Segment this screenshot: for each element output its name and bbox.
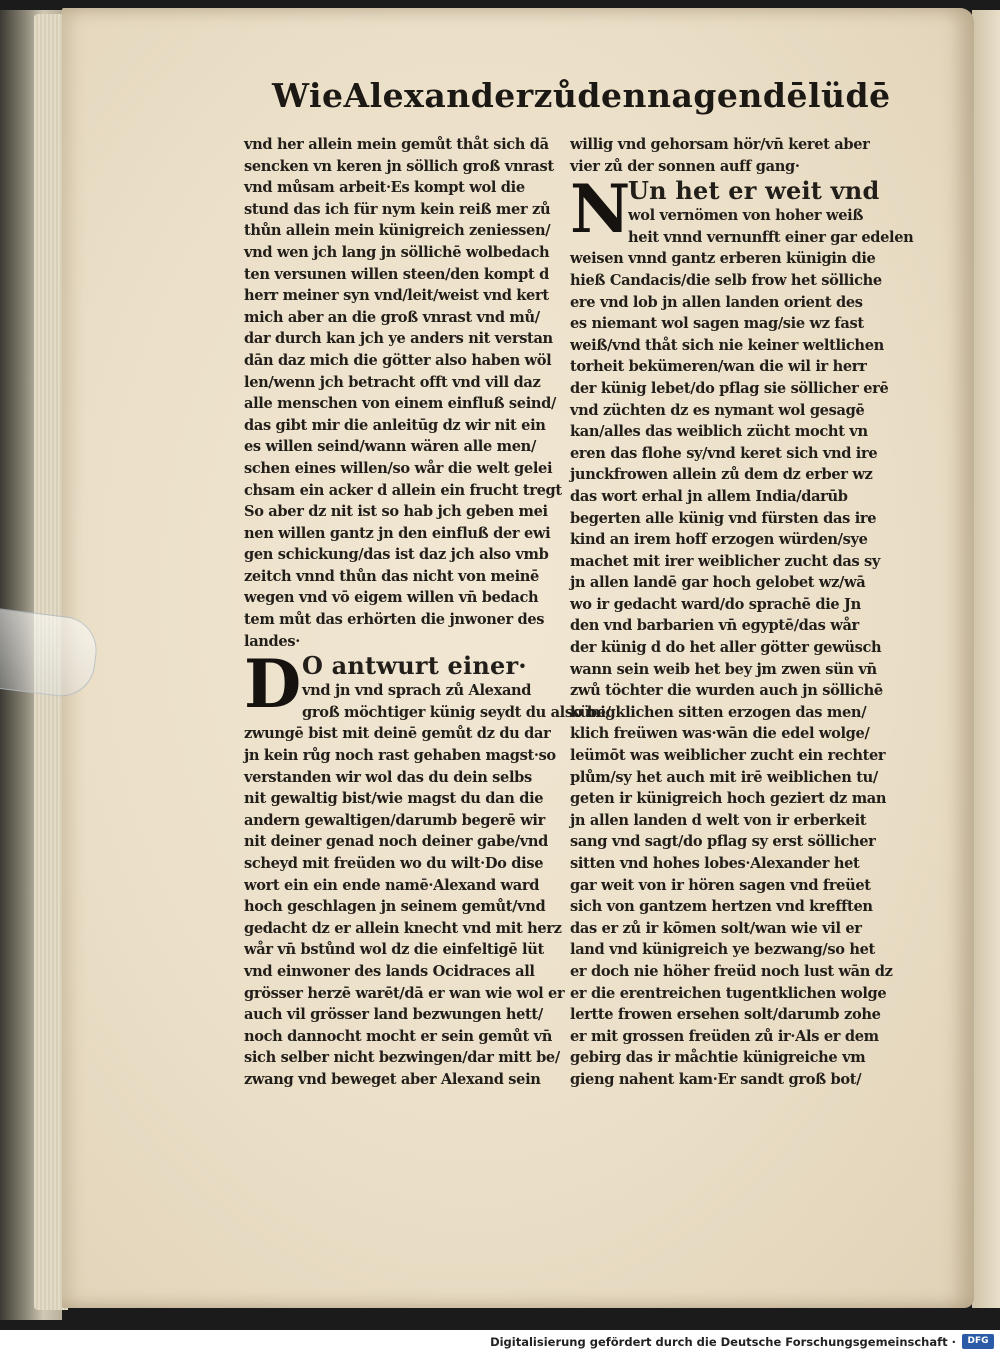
text-line: So aber dz nit ist so hab jch geben mei xyxy=(244,503,548,521)
text-line: sich selber nicht bezwingen/dar mitt be/ xyxy=(244,1049,560,1067)
header-word: Wie xyxy=(272,76,344,115)
text-line: mich aber an die groß vnrast vnd mů/ xyxy=(244,308,540,326)
header-word: zů xyxy=(533,76,578,115)
text-line: alle menschen von einem einfluß seind/ xyxy=(244,395,557,413)
text-line: er mit grossen freüden zů ir·Als er dem xyxy=(570,1027,879,1045)
text-line: wann sein weib het bey jm zwen sün vn̄ xyxy=(570,660,877,678)
dfg-logo: DFG xyxy=(962,1334,994,1349)
text-line: vnd züchten dz es nymant wol gesagē xyxy=(570,401,865,419)
text-line: dar durch kan jch ye anders nit verstan xyxy=(244,330,553,348)
text-line: ere vnd lob jn allen landen orient des xyxy=(570,293,863,311)
text-line: tem můt das erhörten die jnwoner des xyxy=(244,611,545,629)
right-column-bottom-text xyxy=(570,248,893,1090)
text-line: jn kein růg noch rast gehaben magst·so xyxy=(244,747,556,765)
text-line: weiß/vnd thåt sich nie keiner weltlichen xyxy=(570,336,884,354)
text-line: hoch geschlagen jn seinem gemůt/vnd xyxy=(244,898,546,916)
text-line: lertte frowen ersehen solt/darumb zohe xyxy=(570,1006,881,1024)
text-line: wår vn̄ bstůnd wol dz die einfeltigē lüt xyxy=(244,941,544,959)
left-column-bottom-text xyxy=(244,745,565,1091)
text-line: vnd wen jch lang jn söllichē wolbedach xyxy=(244,243,550,261)
text-line: wegen vnd vō eigem willen vn̄ bedach xyxy=(244,589,539,607)
text-line: andern gewaltigen/darumb begerē wir xyxy=(244,811,545,829)
text-line: torheit bekümeren/wan die wil ir herr xyxy=(570,358,867,376)
text-line: noch dannocht mocht er sein gemůt vn̄ xyxy=(244,1027,552,1045)
text-line: kind an irem hoff erzogen würden/sye xyxy=(570,531,868,549)
text-line: jn allen landen d welt von ir erberkeit xyxy=(570,811,867,829)
text-line: ten versunen willen steen/den kompt d xyxy=(244,265,549,283)
text-line: nen willen gantz jn den einfluß der ewi xyxy=(244,524,551,542)
text-line: das wort erhal jn allem India/darūb xyxy=(570,487,848,505)
text-line: zwungē bist mit deinē gemůt dz du dar xyxy=(244,725,551,743)
left-column-top-text xyxy=(244,134,562,652)
right-initial-paragraph xyxy=(570,170,914,249)
text-line: groß möchtiger künig seydt du also be/ xyxy=(302,703,611,721)
text-line: verstanden wir wol das du dein selbs xyxy=(244,768,532,786)
text-line: heit vnnd vernunfft einer gar edelen xyxy=(628,228,914,246)
text-line: gieng nahent kam·Er sandt groß bot/ xyxy=(570,1070,862,1088)
text-line: gen schickung/das ist daz jch also vmb xyxy=(244,546,549,564)
text-line: er doch nie höher freüd noch lust wān dz xyxy=(570,962,893,980)
header-word: lüdē xyxy=(807,76,891,115)
decorated-initial: N xyxy=(570,170,631,249)
decorated-initial: D xyxy=(244,645,302,724)
text-line: jn allen landē gar hoch gelobet wz/wā xyxy=(570,574,866,592)
text-line: stund das ich für nym kein reiß mer zů xyxy=(244,200,551,218)
text-line: gedacht dz er allein knecht vnd mit herz xyxy=(244,919,562,937)
text-line: vnd her allein mein gemůt thåt sich dā xyxy=(244,136,549,153)
text-line: sencken vn keren jn söllich groß vnrast xyxy=(244,157,554,175)
text-line: landes· xyxy=(244,632,300,650)
left-text-column xyxy=(244,134,611,1091)
text-line: vnd můsam arbeit·Es kompt wol die xyxy=(244,179,525,197)
text-line: willig vnd gehorsam hör/vn̄ keret aber xyxy=(570,136,870,153)
text-line: vier zů der sonnen auff gang· xyxy=(570,157,800,175)
facing-page-edge xyxy=(972,10,1000,1308)
text-line: klich freüwen was·wān die edel wolge/ xyxy=(570,725,870,743)
text-line: sich von gantzem hertzen vnd krefften xyxy=(570,898,873,916)
text-line: vnd jn vnd sprach zů Alexand xyxy=(302,682,532,700)
text-line: geten ir künigreich hoch geziert dz man xyxy=(570,790,887,808)
footer-bar xyxy=(0,1330,1000,1354)
funding-notice: Digitalisierung gefördert durch die Deutsche Forschungsgemeinschaft · xyxy=(490,1335,956,1349)
text-line: wort ein ein ende namē·Alexand ward xyxy=(244,876,540,894)
text-line: gar weit von ir hören sagen vnd freüet xyxy=(570,876,871,894)
lead-line: Un het er weit vnd xyxy=(628,176,880,206)
text-line: künigklichen sitten erzogen das men/ xyxy=(570,703,867,721)
text-line: schen eines willen/so wår die welt gelei xyxy=(244,459,553,477)
text-line: nit deiner genad noch deiner gabe/vnd xyxy=(244,833,548,851)
text-line: junckfrowen allein zů dem dz erber wz xyxy=(570,466,873,484)
text-line: zwang vnd beweget aber Alexand sein xyxy=(244,1070,541,1088)
text-line: sitten vnd hohes lobes·Alexander het xyxy=(570,855,860,872)
text-line: begerten alle künig vnd fürsten das ire xyxy=(570,509,877,527)
text-line: land vnd künigreich ye bezwang/so het xyxy=(570,941,875,959)
text-line: scheyd mit freüden wo du wilt·Do dise xyxy=(244,855,544,872)
text-line: thůn allein mein künigreich zeniessen/ xyxy=(244,222,551,240)
text-line: das gibt mir die anleitūg dz wir nit ein xyxy=(244,416,546,434)
text-line: hieß Candacis/die selb frow het sölliche xyxy=(570,271,882,289)
text-line: chsam ein acker d allein ein frucht tregt xyxy=(244,481,562,499)
text-line: es niemant wol sagen mag/sie wz fast xyxy=(570,315,864,333)
text-line: zeitch vnnd thůn das nicht von meinē xyxy=(244,567,539,585)
text-line: dān daz mich die götter also haben wöl xyxy=(244,351,552,369)
text-line: der künig d do het aller götter gewüsch xyxy=(570,639,882,657)
text-line: len/wenn jch betracht offt vnd vill daz xyxy=(244,373,541,391)
running-header xyxy=(272,76,891,124)
text-line: kan/alles das weiblich zücht mocht vn xyxy=(570,423,868,441)
text-line: er die erentreichen tugentklichen wolge xyxy=(570,984,887,1002)
text-line: leümōt was weiblicher zucht ein rechter xyxy=(570,747,886,765)
right-text-column xyxy=(570,134,914,1091)
text-line: sang vnd sagt/do pflag sy erst söllicher xyxy=(570,833,876,851)
text-line: machet mit irer weiblicher zucht das sy xyxy=(570,552,881,570)
text-line: der künig lebet/do pflag sie söllicher erē xyxy=(570,379,889,397)
text-line: weisen vnnd gantz erberen künigin die xyxy=(570,250,876,268)
text-line: den vnd barbarien vn̄ egyptē/das wår xyxy=(570,617,859,635)
text-line: plům/sy het auch mit irē weiblichen tu/ xyxy=(570,768,878,786)
header-word: nagendē xyxy=(646,76,808,115)
header-word: den xyxy=(577,76,647,115)
text-line: grösser herzē warēt/dā er wan wie wol er xyxy=(244,984,565,1002)
text-line: das er zů ir kōmen solt/wan wie vil er xyxy=(570,919,862,937)
text-line: herr meiner syn vnd/leit/weist vnd kert xyxy=(244,287,549,305)
text-line: vnd einwoner des lands Ocidraces all xyxy=(244,962,535,980)
text-line: eren das flohe sy/vnd keret sich vnd ire xyxy=(570,444,878,462)
left-initial-paragraph xyxy=(244,645,611,745)
text-line: wo ir gedacht ward/do sprachē die Jn xyxy=(570,595,861,613)
text-line: es willen seind/wann wären alle men/ xyxy=(244,438,536,456)
lead-line: O antwurt einer· xyxy=(302,651,527,681)
text-line: auch vil grösser land bezwungen hett/ xyxy=(244,1006,543,1024)
text-line: wol vernömen von hoher weiß xyxy=(628,207,864,225)
text-line: zwů töchter die wurden auch jn söllichē xyxy=(570,682,883,700)
text-line: gebirg das ir måchtie künigreiche vm xyxy=(570,1049,866,1067)
header-word: Alexander xyxy=(343,76,534,115)
text-line: nit gewaltig bist/wie magst du dan die xyxy=(244,790,544,808)
